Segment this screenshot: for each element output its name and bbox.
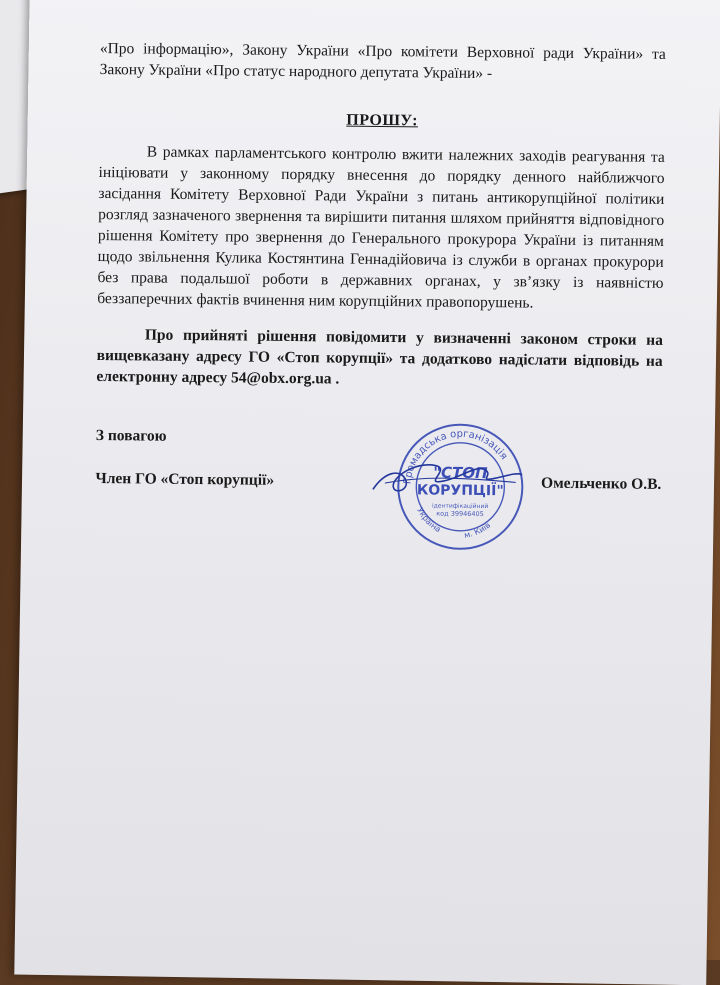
member-title: Член ГО «Стоп корупції» bbox=[95, 469, 275, 489]
stamp-ring-text: Громадська організація bbox=[402, 428, 510, 485]
stamp-center-line1: "СТОП bbox=[433, 463, 488, 483]
signatory-name: Омельченко О.В. bbox=[541, 474, 662, 493]
stamp-city-text: м. Київ bbox=[463, 520, 493, 540]
stamp-id-line2: код 39946405 bbox=[436, 509, 484, 519]
intro-text: «Про інформацію», Закону України «Про комітети Верховної ради України» та Закону України «Про статус народного депутата України» - bbox=[99, 39, 666, 83]
regards-line: З повагою bbox=[95, 426, 167, 445]
stamp-id-line1: ідентифікаційний bbox=[431, 502, 489, 511]
notification-paragraph: Про прийняті рішення повідомити у визначенні законом строки на вищевказану адресу ГО «Стоп корупції» та додатково надіслати відповідь на електронну адресу 54@obx.org.ua . bbox=[96, 326, 663, 388]
stamp-country-text: Україна bbox=[415, 506, 443, 535]
request-heading: ПРОШУ: bbox=[346, 111, 419, 130]
request-paragraph: В рамках парламентського контролю вжити належних заходів реагування та ініціювати у законному порядку внесення до порядку денного найближчого засідання Комітету Верховної Ради України з питань антикорупційної політики розгляд зазначеного звернення та вирішити питання шляхом прийняття відповідного рішення Комітету про звернення до Генерального прокурора України із питанням щодо звільнення Кулика Костянтина Геннадійовича із служби в органах прокурори без права подальшої роботи в державних органах, у звʼязку із наявністю беззаперечних фактів вчинення ним корупційних правопорушень. bbox=[97, 143, 665, 312]
letter-body bbox=[95, 38, 666, 540]
stamp-center-line2: КОРУПЦІЇ" bbox=[416, 482, 504, 500]
handwritten-signature bbox=[365, 451, 526, 503]
